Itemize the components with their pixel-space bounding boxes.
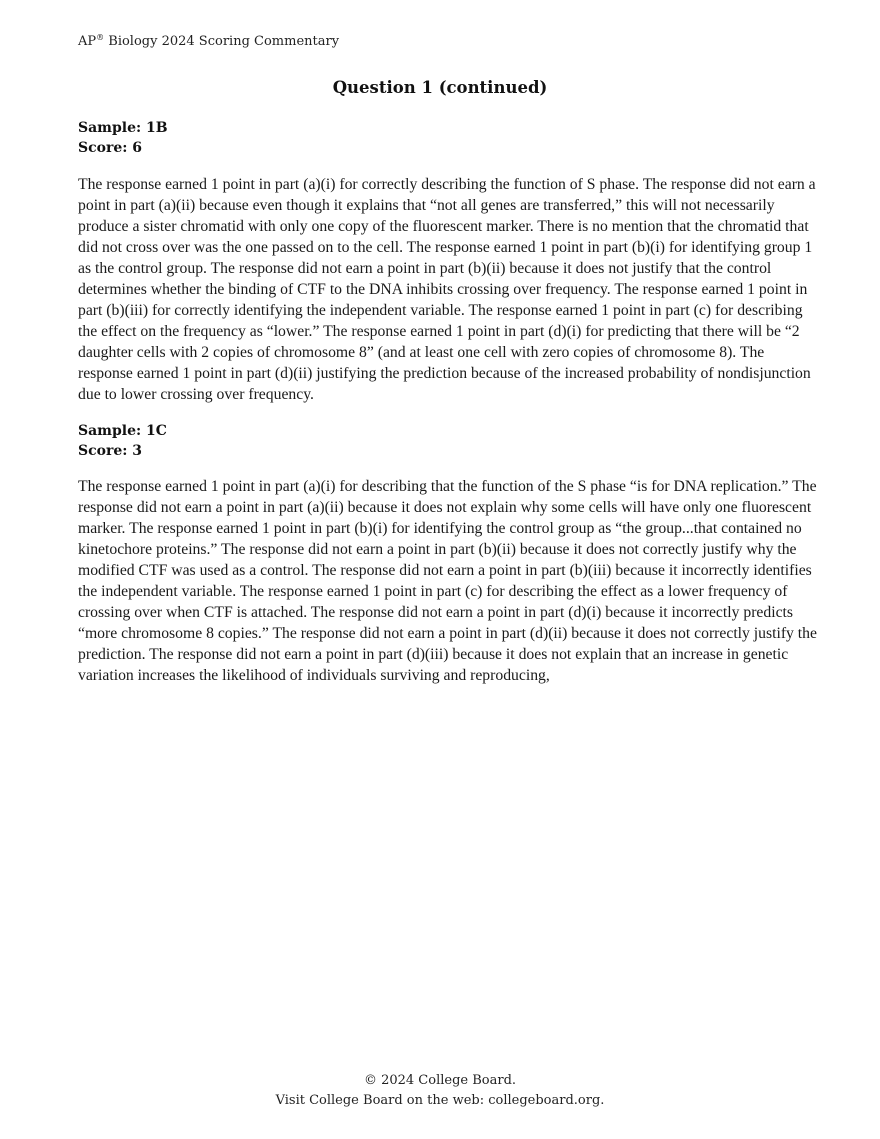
header-suffix: Biology 2024 Scoring Commentary xyxy=(104,34,340,49)
footer-visit: Visit College Board on the web: collegeboard.org. xyxy=(275,1093,605,1108)
registered-mark: ® xyxy=(96,33,105,42)
footer-copyright: © 2024 College Board. xyxy=(363,1073,517,1088)
sample-1c-commentary: The response earned 1 point in part (a)(i) for describing that the function of the S phase “is for DNA replication.” The response did not earn a point in part (a)(ii) because it does not explain why some cells will have only one fluorescent marker. The response earned 1 point in part (b)(i) for identifying the control group as “the group...that contained no kinetochore proteins.” The response did not earn a point in part (b)(ii) because it does not correctly justify why the modified CTF was used as a control. The response did not earn a point in part (b)(iii) because it incorrectly identifies the independent variable. The response earned 1 point in part (c) for describing the effect as a lower frequency of crossing over when CTF is attached. The response did not earn a point in part (d)(i) because it incorrectly predicts “more chromosome 8 copies.” The response did not earn a point in part (d)(ii) because it does not correctly justify the prediction. The response did not earn a point in part (d)(iii) because it does not explain that an increase in genetic variation increases the likelihood of individuals surviving and reproducing, xyxy=(78,478,817,684)
sample-1c-heading xyxy=(78,421,167,461)
score-label: Score: 3 xyxy=(78,443,143,459)
score-label: Score: 6 xyxy=(78,140,143,156)
sample-1b-commentary: The response earned 1 point in part (a)(i) for correctly describing the function of S phase. The response did not earn a point in part (a)(ii) because even though it explains that “not all genes are transferred,” this will not necessarily produce a sister chromatid with only one copy of the fluorescent marker. There is no mention that the chromatid that did not cross over was the one passed on to the cell. The response earned 1 point in part (b)(i) for identifying group 1 as the control group. The response did not earn a point in part (b)(ii) because it does not justify that the control determines whether the binding of CTF to the DNA inhibits crossing over frequency. The response earned 1 point in part (b)(iii) for correctly identifying the independent variable. The response earned 1 point in part (c) for describing the effect on the frequency as “lower.” The response earned 1 point in part (d)(i) for predicting that there will be “2 daughter cells with 2 copies of chromosome 8” (and at least one cell with zero copies of chromosome 8). The response earned 1 point in part (d)(ii) justifying the prediction because of the increased probability of nondisjunction due to lower crossing over frequency. xyxy=(78,176,816,403)
sample-label: Sample: 1B xyxy=(78,120,168,136)
page-footer xyxy=(0,1071,880,1111)
page-title: Question 1 (continued) xyxy=(332,78,548,97)
header-prefix: AP xyxy=(78,34,97,49)
running-header xyxy=(78,33,339,49)
sample-1b-heading xyxy=(78,118,168,158)
sample-label: Sample: 1C xyxy=(78,423,167,439)
